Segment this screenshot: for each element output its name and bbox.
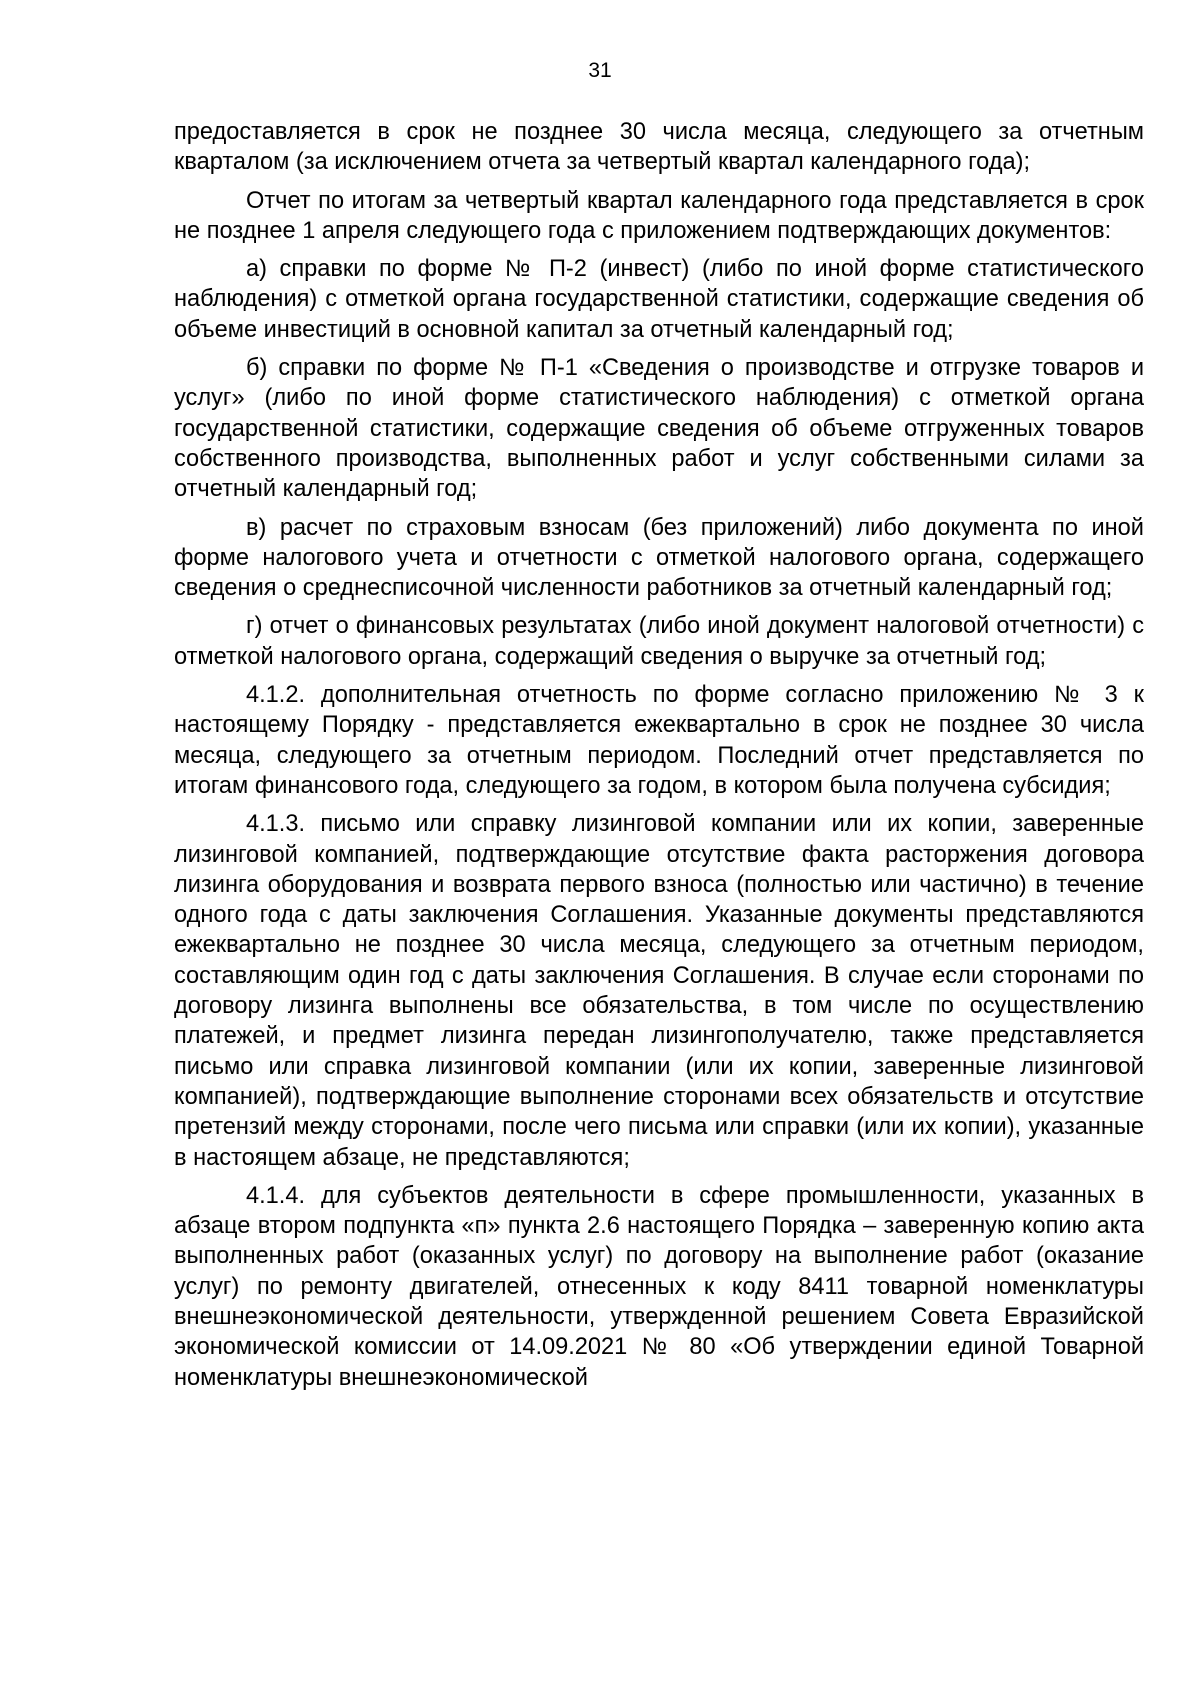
document-body bbox=[174, 117, 1144, 1401]
paragraph-q4-report: Отчет по итогам за четвертый квартал календарного года представляется в срок не позднее 1 апреля следующего года с приложением подтверждающих документов: bbox=[174, 187, 1144, 244]
paragraph-item-b: б) справки по форме № П-1 «Сведения о производстве и отгрузке товаров и услуг» (либо по иной форме статистического наблюдения) с отметкой органа государственной статистики, содержащие сведения об объеме отгруженных товаров собственного производства, выполненных работ и услуг собственными силами за отчетный календарный год; bbox=[174, 355, 1144, 503]
paragraph-4-1-3: 4.1.3. письмо или справку лизинговой компании или их копии, заверенные лизинговой компанией, подтверждающие отсутствие факта расторжения договора лизинга оборудования и возврата первого взноса (полностью или частично) в течение одного года с даты заключения Соглашения. Указанные документы представляются ежеквартально не позднее 30 числа месяца, следующего за отчетным периодом, составляющим один год с даты заключения Соглашения. В случае если сторонами по договору лизинга выполнены все обязательства, в том числе по осуществлению платежей, и предмет лизинга передан лизингополучателю, также представляется письмо или справка лизинговой компании (или их копии, заверенные лизинговой компанией), подтверждающие выполнение сторонами всех обязательств и отсутствие претензий между сторонами, после чего письма или справки (или их копии), указанные в настоящем абзаце, не представляются; bbox=[174, 811, 1144, 1171]
paragraph-continuation: предоставляется в срок не позднее 30 числа месяца, следующего за отчетным кварталом (за исключением отчета за четвертый квартал календарного года); bbox=[174, 119, 1144, 176]
paragraph-4-1-4: 4.1.4. для субъектов деятельности в сфере промышленности, указанных в абзаце втором подпункта «п» пункта 2.6 настоящего Порядка – заверенную копию акта выполненных работ (оказанных услуг) по договору на выполнение работ (оказание услуг) по ремонту двигателей, отнесенных к коду 8411 товарной номенклатуры внешнеэкономической деятельности, утвержденной решением Совета Евразийской экономической комиссии от 14.09.2021 № 80 «Об утверждении единой Товарной номенклатуры внешнеэкономической bbox=[174, 1182, 1144, 1391]
page-number: 31 bbox=[588, 59, 612, 82]
paragraph-item-g: г) отчет о финансовых результатах (либо иной документ налоговой отчетности) с отметкой налогового органа, содержащий сведения о выручке за отчетный год; bbox=[174, 613, 1144, 670]
paragraph-4-1-2: 4.1.2. дополнительная отчетность по форме согласно приложению № 3 к настоящему Порядку - представляется ежеквартально в срок не позднее 30 числа месяца, следующего за отчетным периодом. Последний отчет представляется по итогам финансового года, следующего за годом, в котором была получена субсидия; bbox=[174, 682, 1144, 799]
paragraph-item-v: в) расчет по страховым взносам (без приложений) либо документа по иной форме налогового учета и отчетности с отметкой налогового органа, содержащего сведения о среднесписочной численности работников за отчетный календарный год; bbox=[174, 514, 1144, 602]
paragraph-item-a: а) справки по форме № П-2 (инвест) (либо по иной форме статистического наблюдения) с отметкой органа государственной статистики, содержащие сведения об объеме инвестиций в основной капитал за отчетный календарный год; bbox=[174, 256, 1144, 343]
